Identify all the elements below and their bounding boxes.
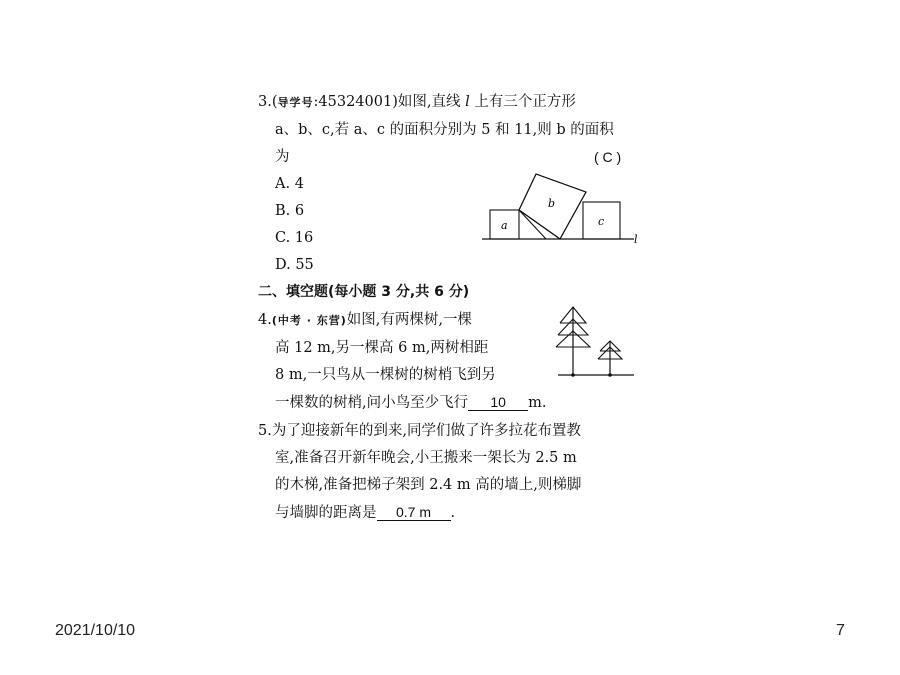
q5-line1-text: 为了迎接新年的到来,同学们做了许多拉花布置教 (271, 423, 581, 439)
q4-line4 (275, 393, 546, 413)
q3-option-a: A. 4 (275, 176, 304, 192)
q3-option-d: D. 55 (275, 257, 314, 273)
q3-line3: 为 (275, 149, 290, 165)
q3-option-c: C. 16 (275, 230, 314, 246)
q5-number: 5. (258, 423, 272, 439)
q4-line1 (258, 310, 472, 331)
square-b-edge (519, 210, 560, 239)
q5-answer: 0.7 m (377, 504, 451, 521)
q3-answer: ( C ) (594, 149, 622, 165)
q4-tag: (中考 · 东营) (271, 314, 347, 327)
q4-line4-text: 一棵数的树梢,问小鸟至少飞行 (275, 395, 469, 411)
q5-line4 (275, 503, 455, 523)
q3-tag-id: :45324001) (313, 94, 398, 110)
label-a: a (501, 219, 508, 232)
trees-figure (548, 305, 640, 380)
label-l: l (634, 233, 638, 246)
squares-figure (476, 168, 646, 248)
q4-number: 4. (258, 312, 272, 328)
label-c: c (598, 215, 605, 228)
section-title: 二、填空题(每小题 3 分,共 6 分) (258, 284, 470, 300)
q5-line4-tail: . (450, 505, 456, 521)
q3-option-b: B. 6 (275, 203, 305, 219)
q3-number: 3. (258, 94, 272, 110)
q3-line1-tail: 上有三个正方形 (469, 94, 576, 110)
q3-tag: 导学号 (277, 96, 314, 109)
q3-line1 (258, 92, 576, 113)
q3-tag-open: ( (271, 94, 278, 110)
page-number: 7 (836, 622, 845, 639)
q3-line1-var: l (465, 94, 470, 110)
footer-date: 2021/10/10 (55, 622, 136, 639)
tall-tree-base (571, 373, 575, 377)
q5-line1 (258, 421, 581, 441)
label-b: b (548, 197, 556, 210)
q5-line4-text: 与墙脚的距离是 (275, 505, 377, 521)
q5-line2: 室,准备召开新年晚会,小王搬来一架长为 2.5 m (275, 450, 577, 466)
q4-line4-tail: m. (528, 395, 547, 411)
q3-line2: a、b、c,若 a、c 的面积分别为 5 和 11,则 b 的面积 (275, 122, 614, 138)
short-tree-base (608, 373, 612, 377)
q4-line1-text: 如图,有两棵树,一棵 (346, 312, 472, 328)
q4-line2: 高 12 m,另一棵高 6 m,两树相距 (275, 340, 489, 356)
q3-line1-text: 如图,直线 (397, 94, 466, 110)
q5-line3: 的木梯,准备把梯子架到 2.4 m 高的墙上,则梯脚 (275, 477, 582, 493)
q4-answer: 10 (468, 394, 528, 411)
q4-line3: 8 m,一只鸟从一棵树的树梢飞到另 (275, 367, 496, 383)
